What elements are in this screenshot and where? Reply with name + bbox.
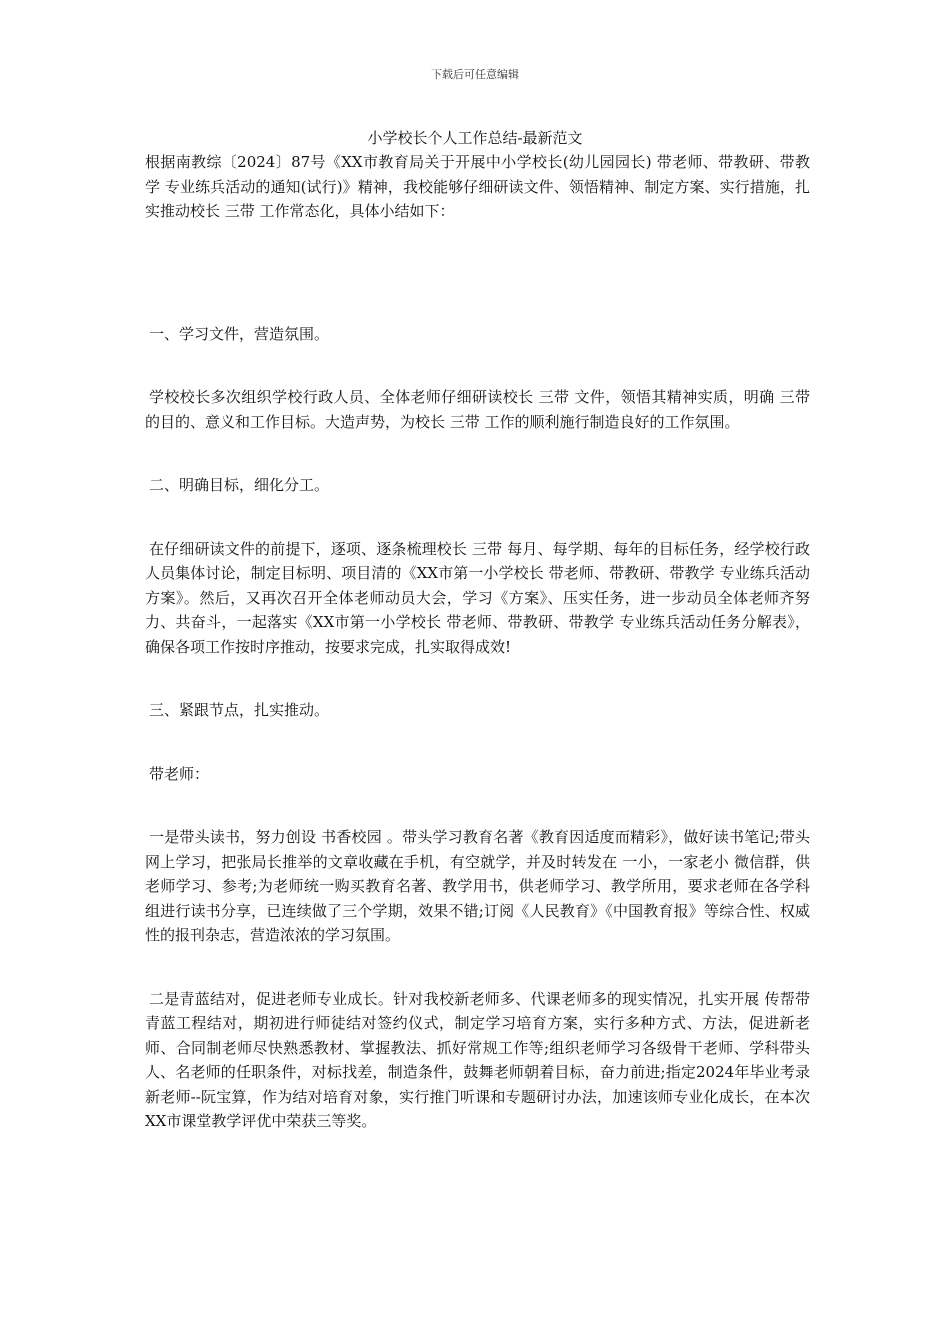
- header-note: 下载后可任意编辑: [431, 68, 519, 81]
- spacer: [145, 659, 810, 698]
- section-3-subheading: 带老师：: [149, 764, 210, 783]
- section-2-heading: 二、明确目标，细化分工。: [149, 476, 330, 494]
- spacer: [145, 346, 810, 385]
- document-body: [145, 150, 810, 1134]
- section-3-item-1: 一是带头读书，努力创设 书香校园 。带头学习教育名著《教育因适度而精彩》，做好读书笔记;带头网上学习，把张局长推举的文章收藏在手机，有空就学，并及时转发在 一小，一家老小 微信群，供老师学习、参考;为老师统一购买教育名著、教学用书，供老师学习、教学所用，要求老师在各学科组进行读书分享，已连续做了三个学期，效果不错;订阅《人民教育》《中国教育报》等综合性、权威性的报刊杂志，营造浓浓的学习氛围。: [145, 828, 810, 944]
- section-1-body: 学校校长多次组织学校行政人员、全体老师仔细研读校长 三带 文件，领悟其精神实质，明确 三带 的目的、意义和工作目标。大造声势，为校长 三带 工作的顺利施行制造良好的工作氛围。: [145, 388, 810, 431]
- document-title: 小学校长个人工作总结-最新范文: [367, 129, 583, 147]
- spacer: [145, 498, 810, 537]
- section-2-body: 在仔细研读文件的前提下，逐项、逐条梳理校长 三带 每月、每学期、每年的目标任务，经学校行政人员集体讨论，制定目标明、项目清的《XX市第一小学校长 带老师、带教研、带教学 专业练兵活动方案》。然后，又再次召开全体老师动员大会，学习《方案》、压实任务，进一步动员全体老师齐努力、共奋斗，一起落实《XX市第一小学校长 带老师、带教研、带教学 专业练兵活动任务分解表》，确保各项工作按时序推动，按要求完成，扎实取得成效!: [145, 539, 810, 656]
- section-3-item-2: 二是青蓝结对，促进老师专业成长。针对我校新老师多、代课老师多的现实情况，扎实开展 传帮带 青蓝工程结对，期初进行师徒结对签约仪式，制定学习培育方案，实行多种方式、方法，促进新老师、合同制老师尽快熟悉教材、掌握教法、抓好常规工作等;组织老师学习各级骨干老师、学科带头人、名老师的任职条件，对标找差，制造条件，鼓舞老师朝着目标，奋力前进;指定2024年毕业考录新老师--阮宝算，作为结对培育对象，实行推门听课和专题研讨办法，加速该师专业化成长，在本次XX市课堂教学评优中荣获三等奖。: [145, 989, 810, 1130]
- section-3-heading: 三、紧跟节点，扎实推动。: [149, 701, 330, 719]
- spacer: [145, 786, 810, 825]
- spacer: [145, 224, 810, 322]
- intro-paragraph: 根据南教综〔2024〕87号《XX市教育局关于开展中小学校长(幼儿园园长) 带老师、带教研、带教学 专业练兵活动的通知(试行)》精神，我校能够仔细研读文件、领悟精神、制定方案、实行措施，扎实推动校长 三带 工作常态化，具体小结如下：: [145, 153, 810, 220]
- spacer: [145, 948, 810, 987]
- section-1-heading: 一、学习文件，营造氛围。: [149, 324, 330, 343]
- spacer: [145, 723, 810, 762]
- spacer: [145, 434, 810, 473]
